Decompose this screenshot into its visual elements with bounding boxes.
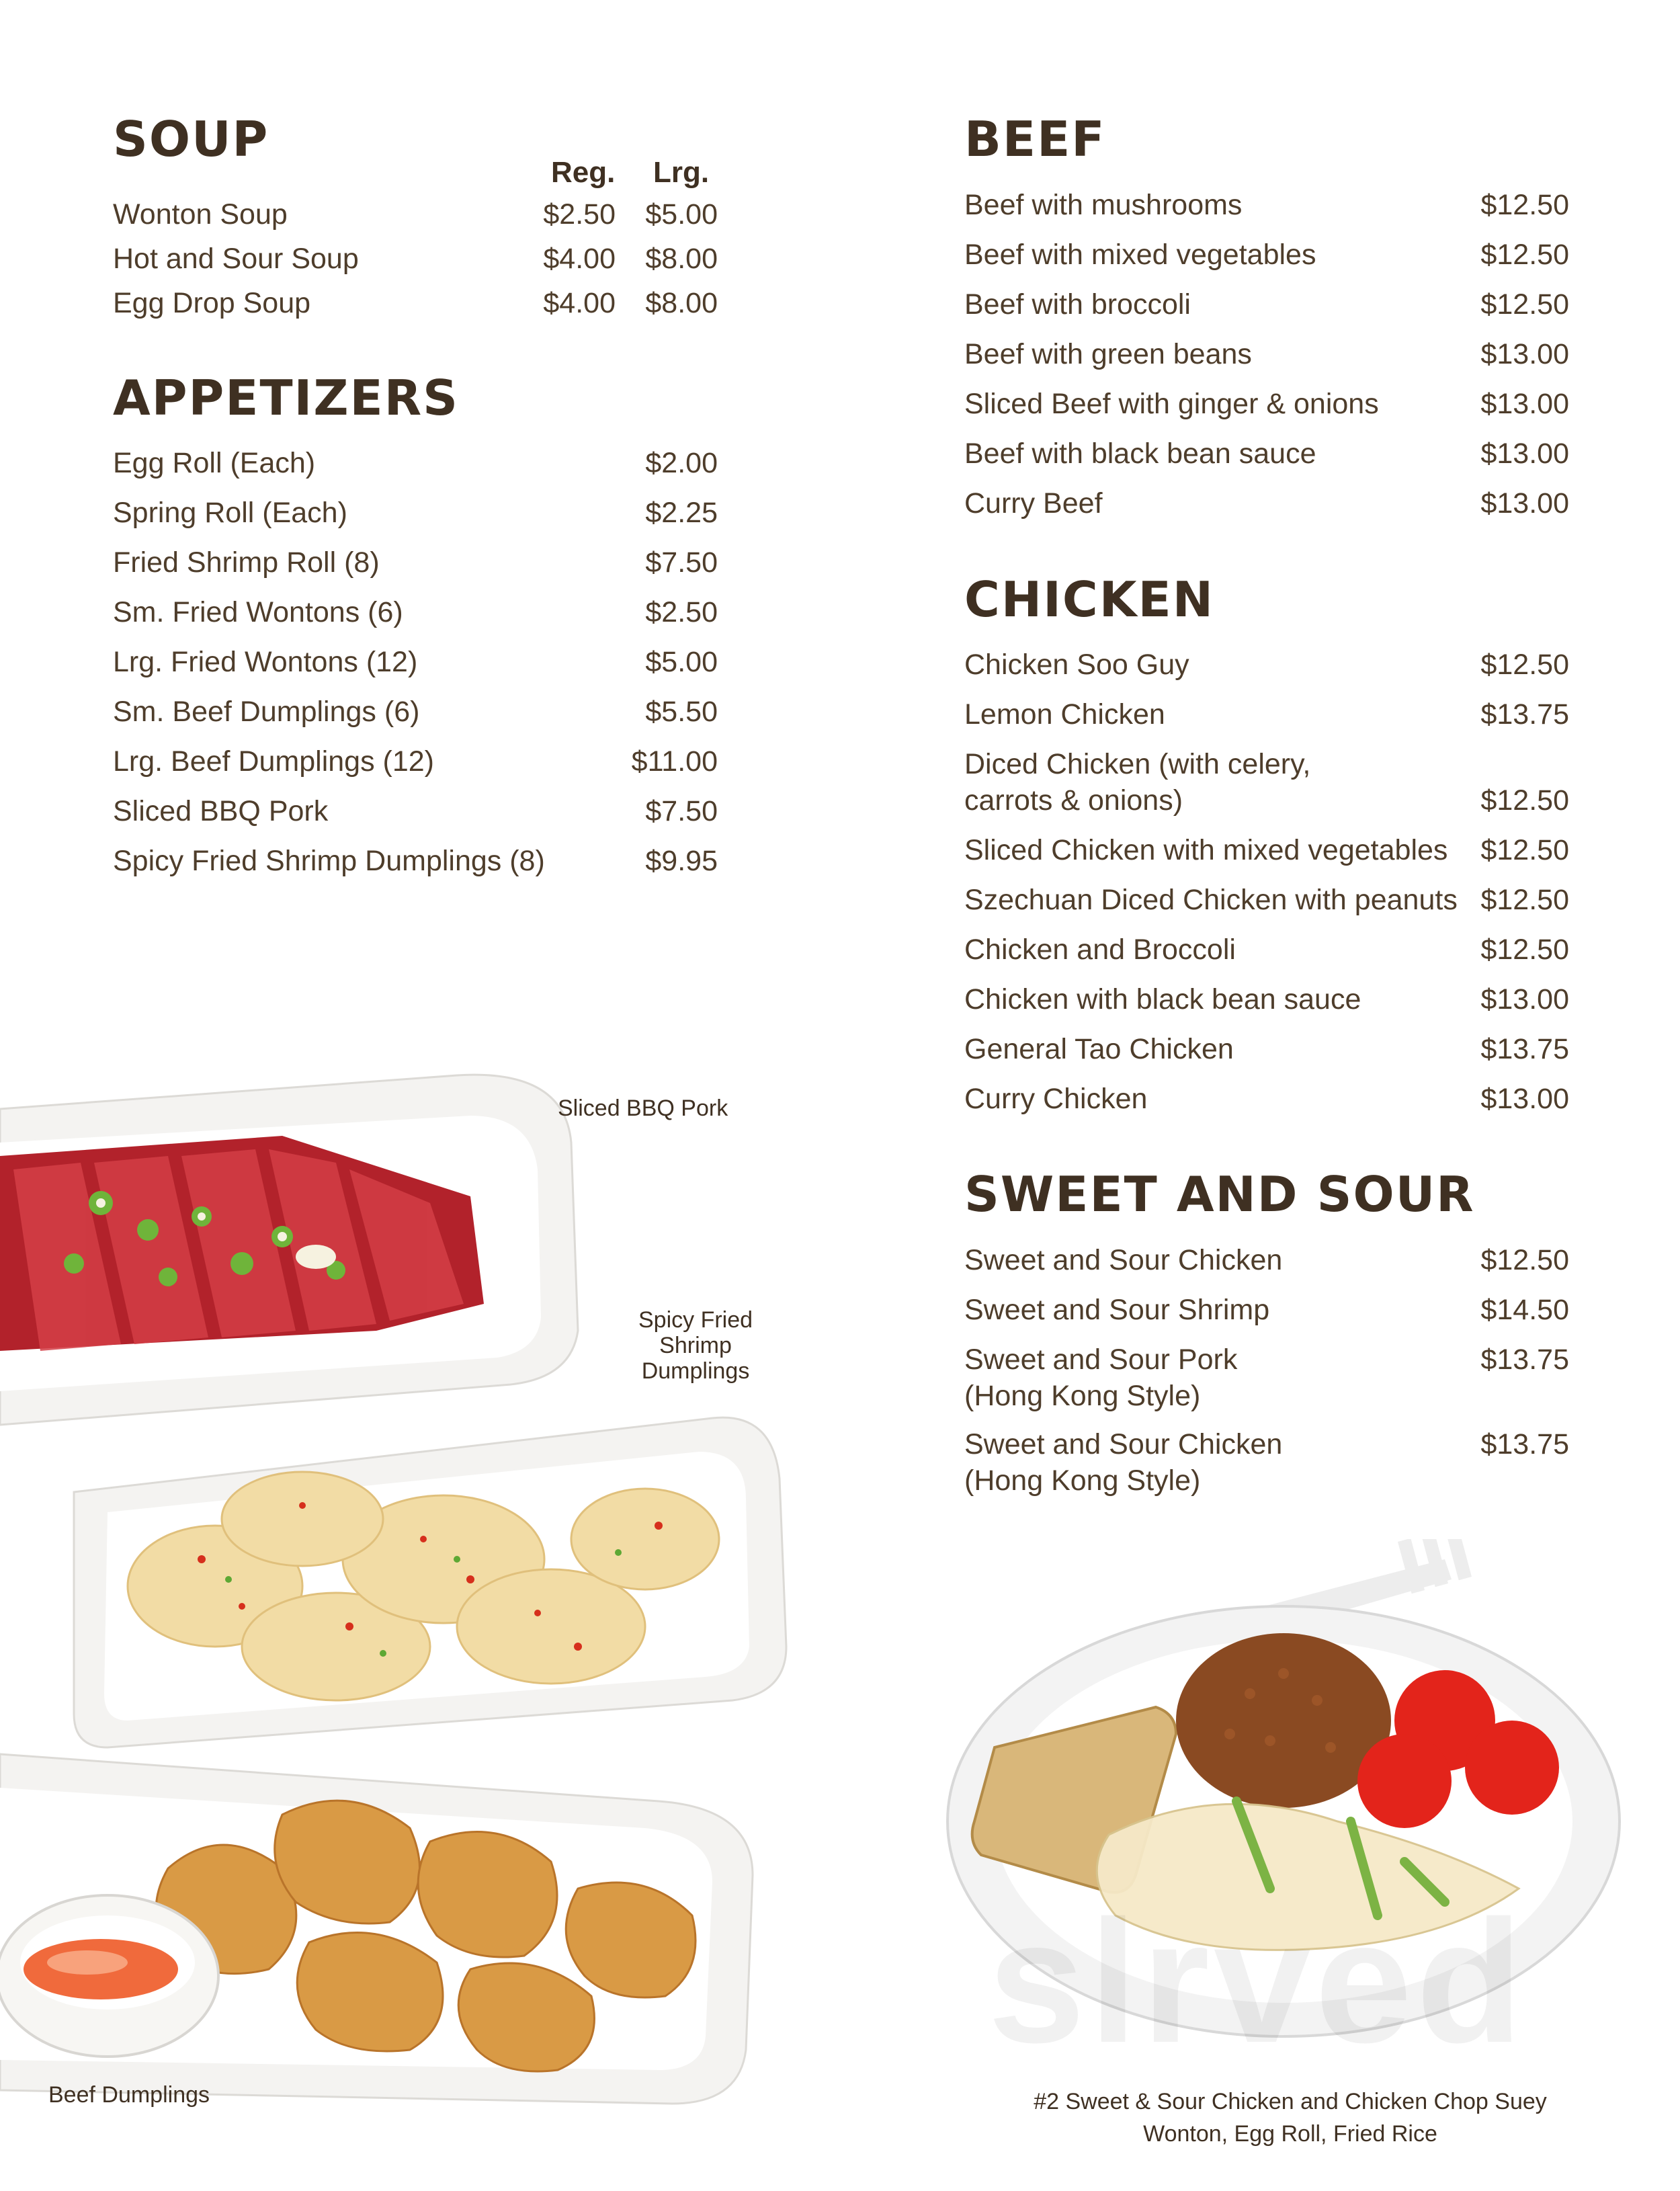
bbq-pork-photo	[0, 1062, 591, 1438]
slrved-watermark: slrved	[988, 1885, 1527, 2079]
appetizer-item: Sm. Fried Wontons (6) $2.50	[113, 596, 718, 628]
chicken-item: Chicken Soo Guy $12.50	[964, 649, 1569, 681]
chicken-heading: CHICKEN	[964, 571, 1214, 628]
combo-caption-line1: #2 Sweet & Sour Chicken and Chicken Chop Suey	[1034, 2089, 1547, 2114]
soup-col-lrg: Lrg.	[653, 156, 710, 189]
chicken-item: Chicken and Broccoli $12.50	[964, 934, 1569, 966]
beef-heading: BEEF	[964, 111, 1106, 167]
sweet-sour-item: Sweet and Sour Chicken $12.50	[964, 1244, 1569, 1276]
appetizer-item: Sliced BBQ Pork $7.50	[113, 795, 718, 827]
appetizer-item: Sm. Beef Dumplings (6) $5.50	[113, 696, 718, 728]
appetizer-item: Egg Roll (Each) $2.00	[113, 447, 718, 479]
sweet-sour-item: Sweet and Sour Pork (Hong Kong Style) $13.75	[964, 1343, 1569, 1412]
chicken-item: General Tao Chicken $13.75	[964, 1033, 1569, 1065]
combo-caption-line2: Wonton, Egg Roll, Fried Rice	[1143, 2121, 1437, 2147]
shrimp-dumplings-photo	[67, 1405, 793, 1754]
beef-item: Beef with broccoli $12.50	[964, 288, 1569, 321]
soup-item: Egg Drop Soup $4.00 $8.00	[113, 287, 718, 319]
appetizers-heading: APPETIZERS	[113, 370, 460, 426]
beef-item: Curry Beef $13.00	[964, 487, 1569, 520]
beef-item: Sliced Beef with ginger & onions $13.00	[964, 388, 1569, 420]
soup-item: Wonton Soup $2.50 $5.00	[113, 198, 718, 231]
appetizer-item: Lrg. Fried Wontons (12) $5.00	[113, 646, 718, 678]
soup-heading: SOUP	[113, 111, 269, 167]
beef-item: Beef with mushrooms $12.50	[964, 189, 1569, 221]
chicken-item: Lemon Chicken $13.75	[964, 698, 1569, 731]
sweet-sour-item: Sweet and Sour Shrimp $14.50	[964, 1294, 1569, 1326]
shrimp-dumplings-caption: Spicy Fried Shrimp Dumplings	[638, 1307, 753, 1384]
chicken-item: Szechuan Diced Chicken with peanuts $12.50	[964, 884, 1569, 916]
beef-item: Beef with black bean sauce $13.00	[964, 438, 1569, 470]
appetizer-item: Lrg. Beef Dumplings (12) $11.00	[113, 745, 718, 778]
chicken-item: Diced Chicken (with celery, carrots & onions) $12.50	[964, 748, 1569, 817]
beef-dumplings-caption: Beef Dumplings	[48, 2082, 210, 2108]
appetizer-item: Fried Shrimp Roll (8) $7.50	[113, 546, 718, 579]
chicken-item: Curry Chicken $13.00	[964, 1083, 1569, 1115]
appetizer-item: Spring Roll (Each) $2.25	[113, 497, 718, 529]
sweet-sour-item: Sweet and Sour Chicken (Hong Kong Style) $13.75	[964, 1428, 1569, 1497]
beef-item: Beef with mixed vegetables $12.50	[964, 239, 1569, 271]
beef-item: Beef with green beans $13.00	[964, 338, 1569, 370]
beef-dumplings-photo	[0, 1741, 773, 2117]
soup-column-headers	[551, 156, 728, 190]
bbq-pork-caption: Sliced BBQ Pork	[558, 1096, 728, 1121]
sweet-sour-heading: SWEET AND SOUR	[964, 1166, 1475, 1223]
soup-col-reg: Reg.	[551, 156, 616, 189]
appetizer-item: Spicy Fried Shrimp Dumplings (8) $9.95	[113, 845, 718, 877]
soup-item: Hot and Sour Soup $4.00 $8.00	[113, 243, 718, 275]
chicken-item: Chicken with black bean sauce $13.00	[964, 983, 1569, 1016]
chicken-item: Sliced Chicken with mixed vegetables $12.50	[964, 834, 1569, 866]
